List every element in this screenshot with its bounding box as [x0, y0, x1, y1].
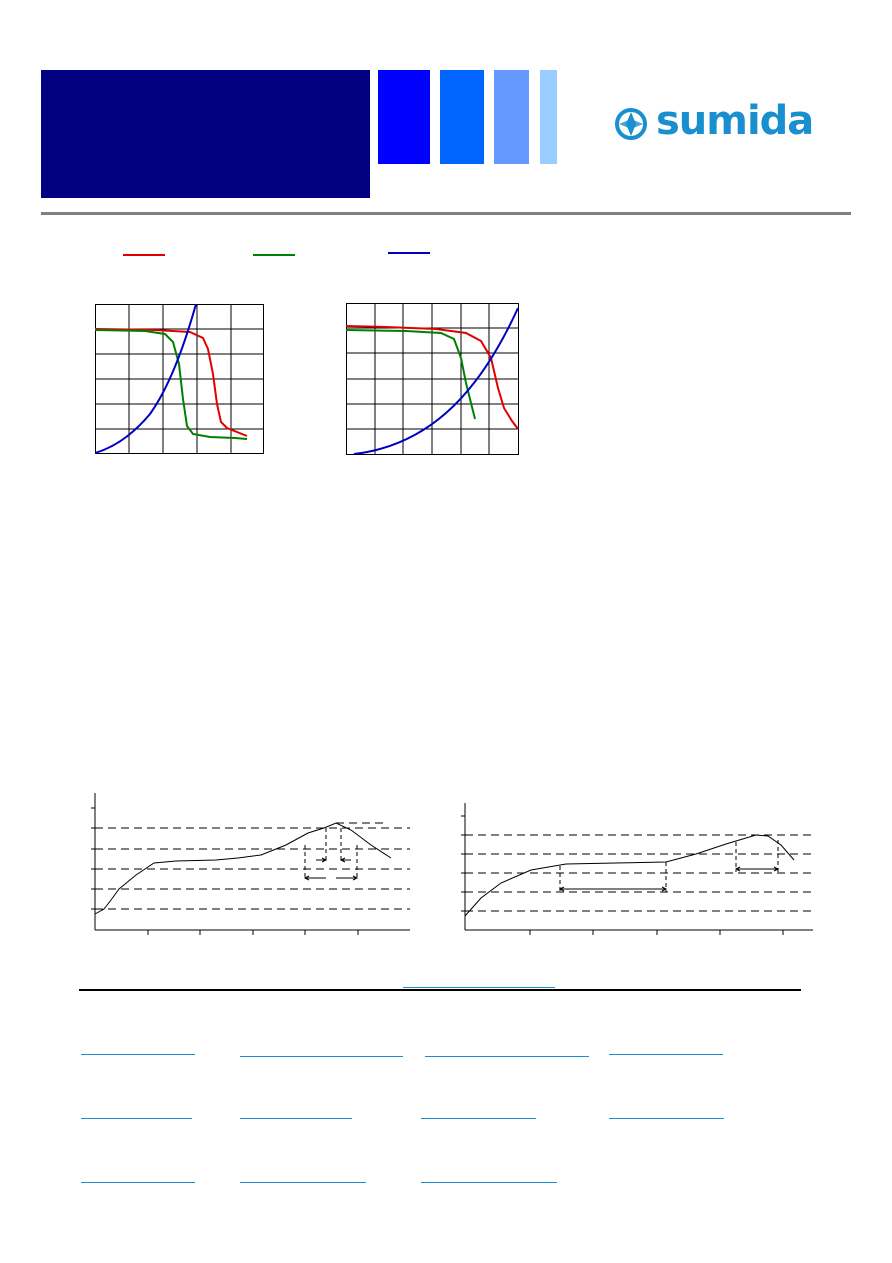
footer-link-r2-c2[interactable]: [240, 1118, 352, 1119]
footer-link-r1-c4[interactable]: [609, 1054, 723, 1055]
header-rule: [41, 212, 851, 215]
chart-1-red-curve: [95, 329, 247, 436]
title-block: [41, 70, 370, 198]
profile-1-axes: [91, 793, 410, 935]
sumida-logo-icon: [614, 98, 654, 144]
legend-swatch-green: [253, 254, 295, 256]
footer-link-r2-c3[interactable]: [421, 1118, 536, 1119]
header-bar-2: [440, 70, 484, 164]
legend-swatch-blue: [388, 252, 430, 254]
profile-1-levels: [95, 823, 410, 909]
sumida-logo: [614, 98, 824, 144]
footer-link-r3-c1[interactable]: [81, 1182, 195, 1183]
characteristic-chart-2: [346, 303, 520, 456]
header-bar-4: [540, 70, 557, 164]
footer-link-r1-c3[interactable]: [425, 1056, 589, 1057]
profile-2-markers: [560, 840, 778, 892]
chart-1-grid: [95, 304, 264, 454]
profile-2-levels: [465, 835, 813, 911]
reflow-profile-1: [86, 790, 412, 938]
header-bar-1: [378, 70, 430, 164]
legend-swatch-red: [123, 254, 165, 256]
reflow-profile-2: [456, 800, 816, 938]
chart-2-green-curve: [346, 330, 475, 419]
footer-link-r1-c1[interactable]: [81, 1054, 195, 1055]
header-bar-3: [494, 70, 529, 164]
footer-link-r2-c4[interactable]: [609, 1118, 724, 1119]
chart-1-green-curve: [95, 330, 247, 439]
footer-link-r2-c1[interactable]: [81, 1118, 192, 1119]
footer-link-r1-c2[interactable]: [240, 1056, 403, 1057]
characteristic-chart-1: [95, 304, 265, 455]
footer-heading-link[interactable]: [403, 987, 555, 988]
footer-link-r3-c2[interactable]: [240, 1182, 366, 1183]
footer-rule: [79, 989, 801, 991]
footer-link-r3-c3[interactable]: [421, 1182, 557, 1183]
profile-2-curve: [465, 835, 794, 916]
profile-1-markers: [305, 828, 357, 880]
logo-wordmark: sumida: [656, 98, 814, 144]
